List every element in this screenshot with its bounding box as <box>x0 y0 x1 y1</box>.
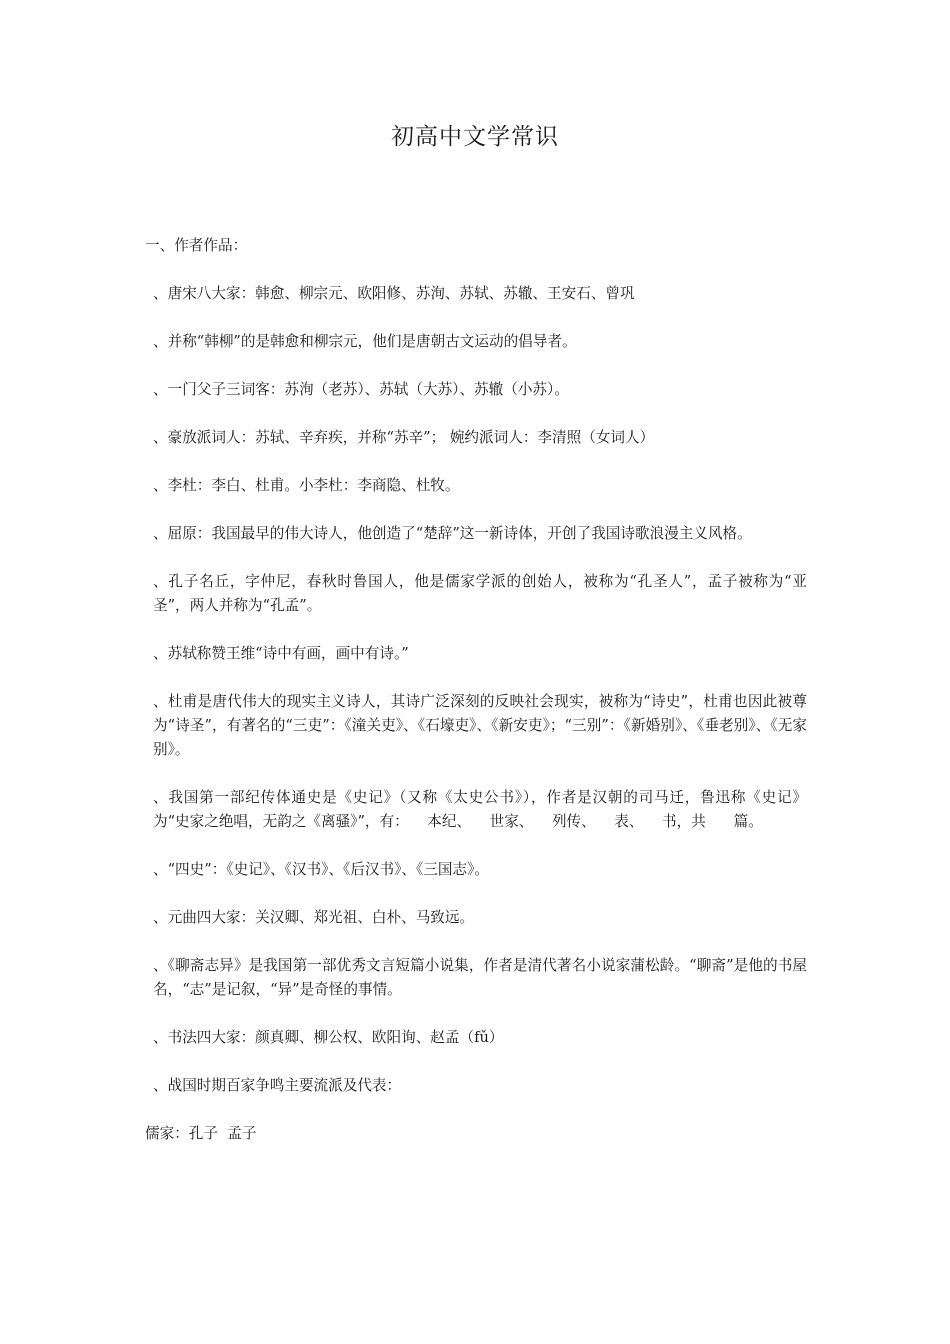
paragraph-3: 、一门父子三词客：苏洵（老苏）、苏轼（大苏）、苏辙（小苏）。 <box>153 381 569 398</box>
paragraph-15: 、战国时期百家争鸣主要流派及代表： <box>153 1077 402 1094</box>
paragraph-2: 、并称“韩柳”的是韩愈和柳宗元，他们是唐朝古文运动的倡导者。 <box>153 333 577 350</box>
paragraph-11: 、“四史”：《史记》、《汉书》、《后汉书》、《三国志》。 <box>153 861 489 878</box>
paragraph-9: 、杜甫是唐代伟大的现实主义诗人，其诗广泛深刻的反映社会现实，被称为“诗史”，杜甫也因此被尊为“诗圣”，有著名的“三吏”：《潼关吏》、《石壕吏》、《新安吏》；“三别”：《新婚别》、《垂老别》、《无家别》。 <box>153 693 807 758</box>
paragraph-8: 、苏轼称赞王维“诗中有画，画中有诗。” <box>153 645 409 662</box>
paragraph-5: 、李杜：李白、杜甫。小李杜：李商隐、杜牧。 <box>153 477 460 494</box>
page-title: 初高中文学常识 <box>391 124 559 150</box>
paragraph-4: 、豪放派词人：苏轼、辛弃疾，并称“苏辛”； 婉约派词人：李清照（女词人） <box>153 429 655 446</box>
paragraph-1: 、唐宋八大家：韩愈、柳宗元、欧阳修、苏洵、苏轼、苏辙、王安石、曾巩 <box>153 285 635 302</box>
section-heading: 一、作者作品： <box>145 237 248 254</box>
paragraph-13: 、《聊斋志异》是我国第一部优秀文言短篇小说集，作者是清代著名小说家蒲松龄。“聊斋”是他的书屋名，“志”是记叙，“异”是奇怪的事情。 <box>153 957 807 998</box>
document-body <box>145 234 807 1146</box>
last-line: 儒家：孔子 孟子 <box>145 1125 257 1142</box>
paragraph-7: 、孔子名丘，字仲尼，春秋时鲁国人，他是儒家学派的创始人，被称为“孔圣人”，孟子被称为“亚圣”，两人并称为“孔孟”。 <box>153 573 807 614</box>
paragraph-14: 、书法四大家：颜真卿、柳公权、欧阳询、赵孟（fǔ） <box>153 1029 504 1046</box>
paragraph-12: 、元曲四大家：关汉卿、郑光祖、白朴、马致远。 <box>153 909 475 926</box>
paragraph-10: 、我国第一部纪传体通史是《史记》（又称《太史公书》），作者是汉朝的司马迁，鲁迅称《史记》为“史家之绝唱，无韵之《离骚》”，有： 本纪、 世家、 列传、 表、 书，共 篇。 <box>153 789 807 830</box>
paragraph-6: 、屈原：我国最早的伟大诗人，他创造了“楚辞”这一新诗体，开创了我国诗歌浪漫主义风格。 <box>153 525 752 542</box>
